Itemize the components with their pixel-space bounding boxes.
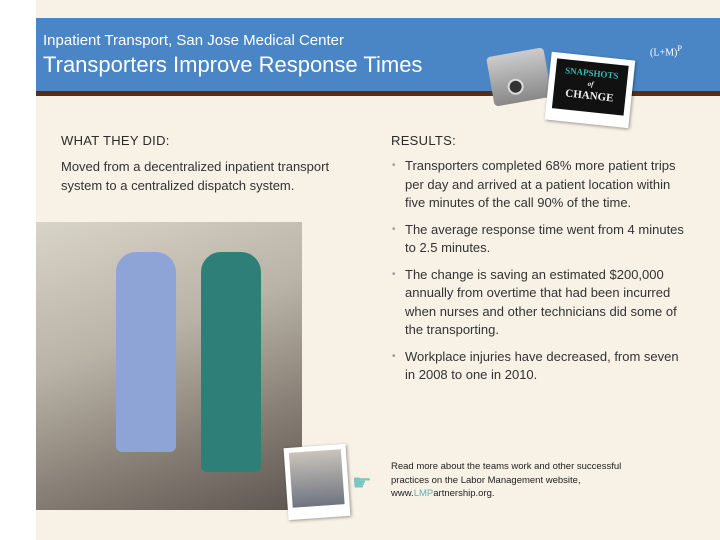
camera-icon (486, 47, 552, 106)
result-item: • The average response time went from 4 minutes to 2.5 minutes. (392, 221, 692, 258)
slide-title: Transporters Improve Response Times (43, 52, 423, 77)
result-item: • The change is saving an estimated $200,000 annually from overtime that had been incurred when nurses and other technicians did some of the transporting. (392, 266, 692, 340)
pointing-hand-icon: ☛ (352, 470, 372, 495)
results-heading: RESULTS: (391, 133, 457, 148)
slide-subtitle: Inpatient Transport, San Jose Medical Center (43, 32, 344, 49)
thumbnail-photo (284, 444, 351, 520)
hospital-photo (36, 222, 302, 510)
website-link[interactable]: www.LMPartnership.org. (391, 488, 495, 499)
what-they-did-heading: WHAT THEY DID: (61, 133, 170, 148)
result-item: • Workplace injuries have decreased, from seven in 2008 to one in 2010. (392, 348, 692, 385)
lmp-logo: $(L+M)^P$ (650, 44, 682, 59)
what-they-did-text: Moved from a decentralized inpatient transport system to a centralized dispatch system. (61, 159, 330, 193)
results-list (392, 157, 692, 393)
result-item: • Transporters completed 68% more patient trips per day and arrived at a patient location within five minutes of the call 90% of the time. (392, 157, 692, 213)
snapshots-of-change-badge: SNAPSHOTS of CHANGE (545, 52, 636, 128)
footer-note: Read more about the teams work and other successful practices on the Labor Management website, www.LMPartnership.org. (391, 461, 622, 499)
